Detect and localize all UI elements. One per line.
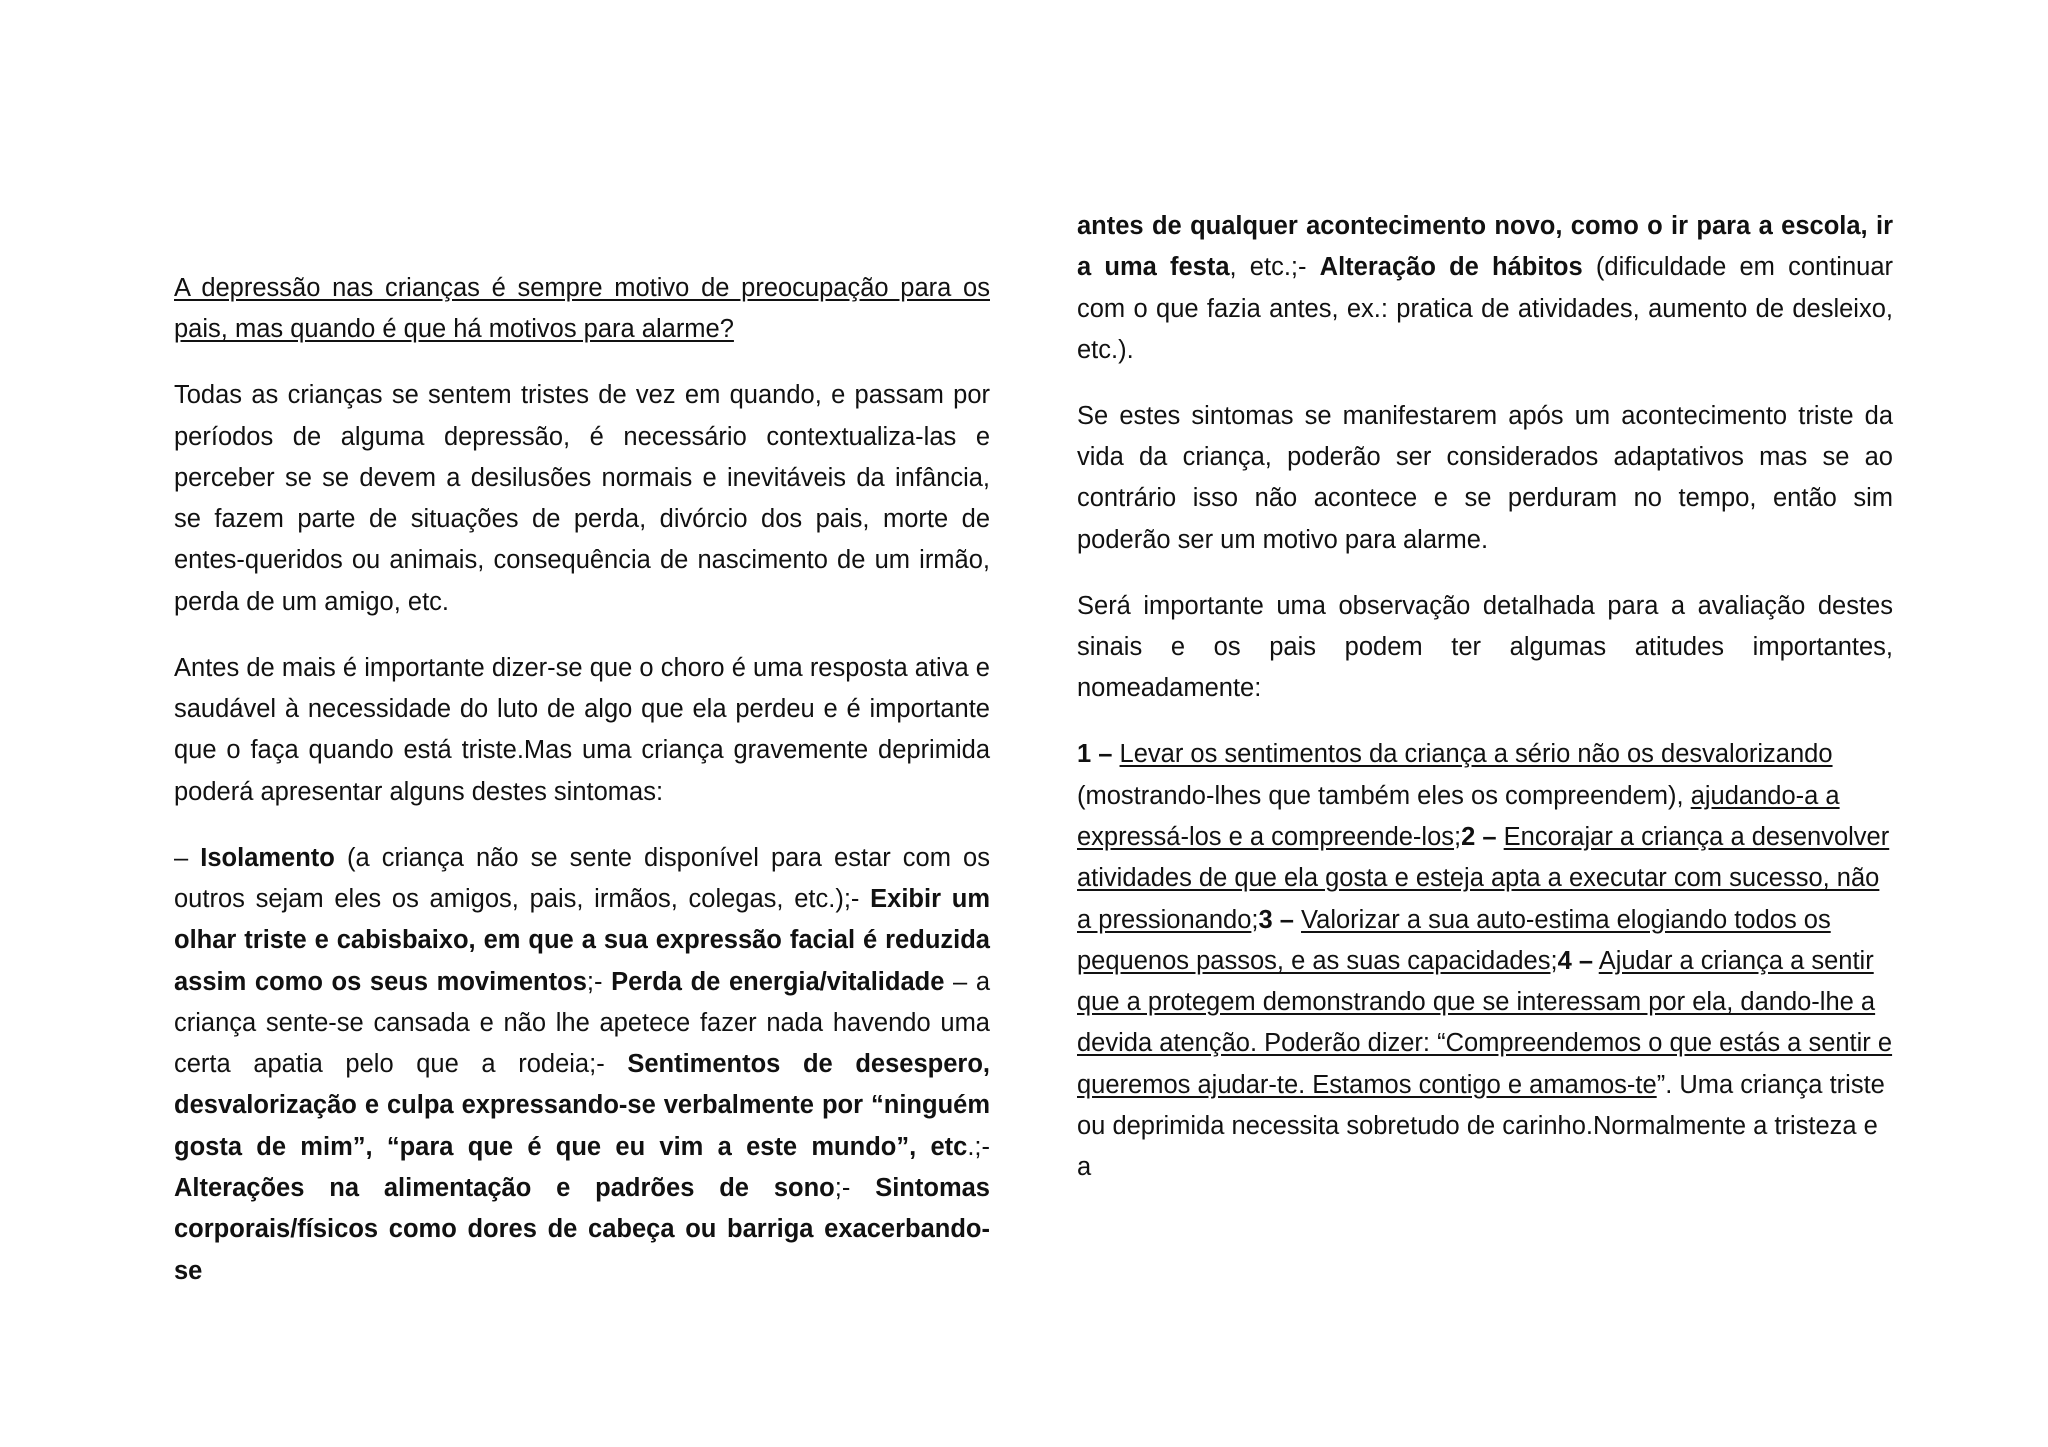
symptom-habits: Alteração de hábitos — [1319, 253, 1583, 282]
paragraph-crying: Antes de mais é importante dizer-se que o choro é uma resposta ativa e saudável à necessidade do luto de algo que ela perdeu e é importante que o faça quando está triste.Mas uma criança gravemente deprimida poderá apresentar alguns destes sintomas: — [174, 653, 990, 806]
symptom-eating-sleep: Alterações na alimentação e padrões de sono — [174, 1174, 835, 1202]
advice-3-self-esteem: Valorizar a sua auto-estima elogiando todos os pequenos passos, e as suas capacidades — [1077, 905, 1831, 975]
symptom-isolation: Isolamento — [200, 843, 335, 872]
advice-4-protect: Ajudar a criança a sentir que a protegem demonstrando que se interessam por ela, dando-lhe a devida atenção. Poderão dizer: “Compreendemos o que estás a sentir e queremos ajudar-te. Estamos contigo e amamos-te — [1077, 946, 1893, 1099]
paragraph-alarm: Se estes sintomas se manifestarem após um acontecimento triste da vida da criança, poderão ser considerados adaptativos mas se ao contrário isso não acontece e se perduram no tempo, então sim poderão ser um motivo para alarme. — [1077, 401, 1893, 554]
symptom-habits-text: (dificuldade em continuar com o que fazia antes, ex.: pratica de atividades, aumento de desleixo, etc.). — [1077, 253, 1894, 364]
symptom-energy-text: – a criança sente-se cansada e não lhe apetece fazer nada havendo uma certa apatia pelo que a rodeia;- — [174, 967, 990, 1079]
advice-4-text: ”. Uma criança triste ou deprimida necessita sobretudo de carinho.Normalmente a tristeza e a — [1077, 1070, 1885, 1182]
symptom-energy-loss: Perda de energia/vitalidade — [611, 967, 945, 996]
symptom-separator: ;- — [834, 1174, 876, 1202]
advice-1-take-seriously: Levar os sentimentos da criança a sério não os desvalorizando — [1119, 740, 1833, 769]
symptom-separator: .;- — [967, 1132, 990, 1161]
advice-number-1: 1 – — [1077, 740, 1113, 769]
advice-1-text: (mostrando-lhes que também eles os compreendem), — [1077, 781, 1691, 810]
left-column — [174, 268, 990, 1317]
paragraph-observation: Será importante uma observação detalhada para a avaliação destes sinais e os pais podem ter algumas atitudes importantes, nomeadamente: — [1077, 591, 1893, 703]
symptom-physical-continued: antes de qualquer acontecimento novo, como o ir para a escola, ir a uma festa — [1077, 212, 1893, 282]
symptom-separator: ;- — [586, 967, 612, 996]
paragraph-advice — [1077, 734, 1893, 1188]
symptom-sad-look: Exibir um olhar triste e cabisbaixo, em que a sua expressão facial é reduzida assim como os seus movimentos — [174, 884, 990, 996]
advice-separator: ; — [1550, 946, 1558, 975]
paragraph-symptoms — [174, 838, 990, 1292]
symptom-physical: Sintomas corporais/físicos como dores de cabeça ou barriga exacerbando-se — [174, 1174, 990, 1285]
advice-separator: ; — [1251, 905, 1259, 934]
advice-number-2: 2 – — [1461, 822, 1497, 851]
symptom-despair: Sentimentos de desespero, desvalorização e culpa expressando-se verbalmente por “ninguém gosta de mim”, “para que é que eu vim a este mundo”, etc — [174, 1050, 990, 1161]
paragraph-symptoms-continued — [1077, 206, 1893, 371]
advice-1-help-express: ajudando-a a expressá-los e a compreende-los — [1077, 781, 1840, 851]
paragraph-sadness-context: Todas as crianças se sentem tristes de vez em quando, e passam por períodos de alguma depressão, é necessário contextualiza-las e perceber se se devem a desilusões normais e inevitáveis da infância, se fazem parte de situações de perda, divórcio dos pais, morte de entes-queridos ou animais, consequência de nascimento de um irmão, perda de um amigo, etc. — [174, 381, 990, 616]
symptom-isolation-text: (a criança não se sente disponível para estar com os outros sejam eles os amigos, pais, irmãos, colegas, etc.);- — [174, 843, 990, 913]
article-heading: A depressão nas crianças é sempre motivo de preocupação para os pais, mas quando é que há motivos para alarme? — [174, 274, 990, 344]
advice-separator: ; — [1454, 822, 1462, 851]
advice-gap — [1112, 740, 1119, 768]
advice-gap — [1294, 906, 1301, 934]
symptom-dash: – — [174, 843, 201, 872]
advice-number-4: 4 – — [1557, 946, 1594, 975]
advice-2-encourage: Encorajar a criança a desenvolver atividades de que ela gosta e esteja apta a executar com sucesso, não a pressionando — [1077, 822, 1890, 934]
advice-number-3: 3 – — [1258, 905, 1294, 934]
symptom-separator: , etc.;- — [1229, 253, 1320, 282]
right-column — [1077, 206, 1893, 1213]
advice-gap — [1497, 823, 1504, 851]
